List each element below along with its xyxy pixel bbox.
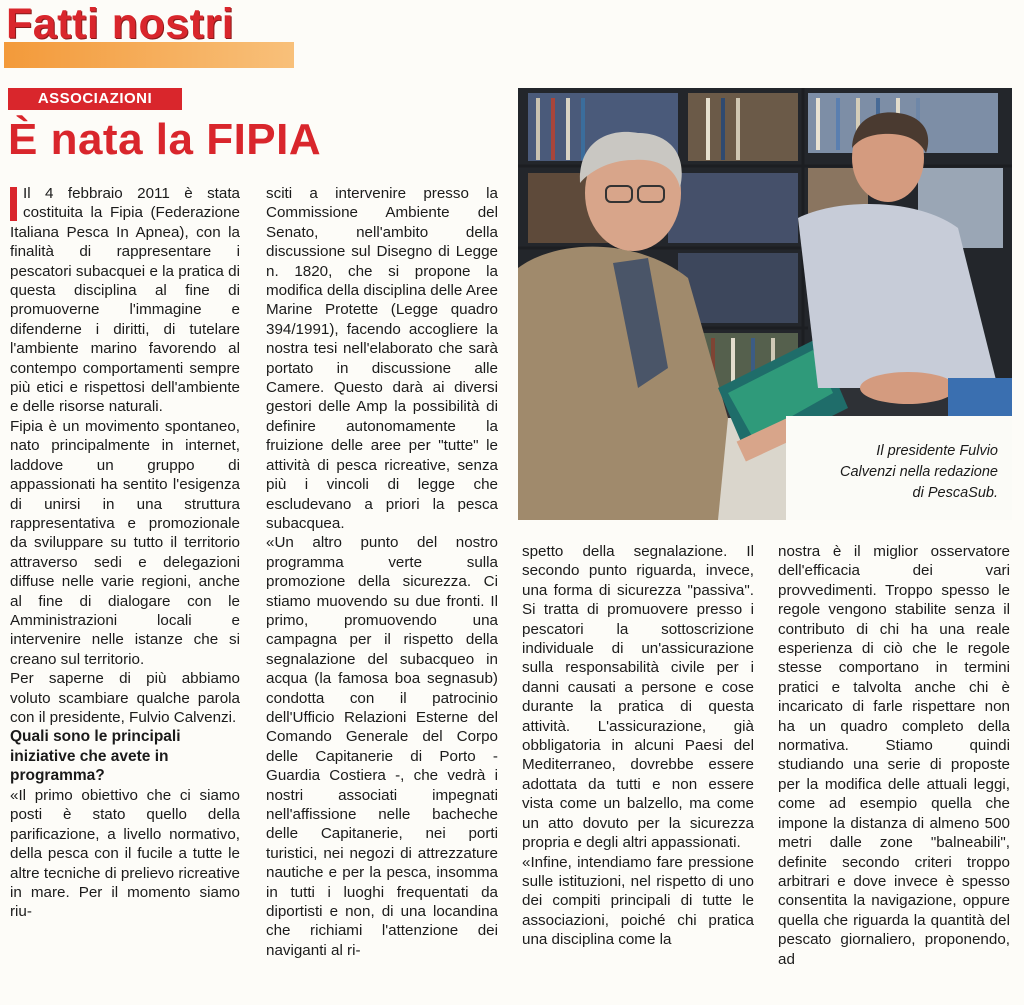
article-column-1 (10, 184, 240, 922)
article-paragraph: nostra è il miglior osservatore dell'efficacia dei vari provvedimenti. Troppo spesso le regole vengono stabilite senza il contributo di chi ha una reale esperienza di ciò che le regole stesse comportano in termini pratici e talvolta anche chi è incaricato di farle rispettare non ha un quadro completo della normativa. Stiamo quindi studiando una serie di proposte per la modifica delle attuali leggi, come ad esempio quella che impone la distanza di almeno 500 metri dalle zone "balneabili", definite secondo criteri troppo arbitrari e dove invece è spesso consentita la navigazione, oppure quella che riguarda la quantità del pescato giornaliero, proponendo, ad (778, 543, 1010, 968)
article-column-3 (522, 542, 754, 950)
caption-line: di PescaSub. (912, 485, 998, 501)
caption-line: Calvenzi nella redazione (840, 464, 998, 480)
photo-caption (793, 441, 998, 504)
article-paragraph: «Infine, intendiamo fare pressione sulle istituzioni, nel rispetto di uno dei compiti principali di tutte le associazioni, poiché chi pratica una disciplina come la (522, 853, 754, 949)
dropcap-marker (10, 187, 17, 221)
article-paragraph: sciti a intervenire presso la Commissione Ambiente del Senato, nell'ambito della discussione sul Disegno di Legge n. 1820, che si propone la modifica della disciplina delle Aree Marine Protette (Legge quadro 394/1991), facendo accogliere la nostra tesi nell'elaborato che sarà portato in discussione alle Camere. Questo darà ai diversi gestori delle Amp la possibilità di definire autonomamente la fruizione delle aree per "tutte" le attività di pesca ricreative, senza più i vincoli di legge che escludevano a priori la pesca subacquea. (266, 185, 498, 532)
article-paragraph: Per saperne di più abbiamo voluto scambiare qualche parola con il presidente, Fulvio Calvenzi. (10, 670, 240, 726)
article-paragraph: «Un altro punto del nostro programma verte sulla promozione della sicurezza. Ci stiamo muovendo su due fronti. Il primo, promuovendo una campagna per il rispetto della segnalazione del subacqueo in acqua (la famosa boa segnasub) condotta con il patrocinio dell'Ufficio Relazioni Esterne del Comando Generale del Corpo delle Capitanerie di Porto - Guardia Costiera -, che vedrà i nostri associati impegnati nell'affissione nelle bacheche delle Capitanerie, nei porti turistici, nei negozi di attrezzature nautiche e per la pesca, insomma in tutti i luoghi frequentati da diportisti e non, di una locandina che richiami l'attenzione dei naviganti al ri- (266, 534, 498, 959)
interview-question: Quali sono le principali iniziative che avete in programma? (10, 728, 181, 785)
article-paragraph (10, 184, 240, 417)
article-column-2 (266, 184, 498, 960)
masthead (4, 2, 294, 68)
section-label: ASSOCIAZIONI (8, 88, 182, 110)
article-photo (518, 88, 1012, 520)
article-paragraph: spetto della segnalazione. Il secondo punto riguarda, invece, una forma di sicurezza "passiva". Si tratta di promuovere presso i pescatori la sottoscrizione individuale di un'assicurazione sulla responsabilità civile per i danni causati a persone e cose durante la pratica di questa attività. L'assicurazione, già obbligatoria in alcuni Paesi del Mediterraneo, dovrebbe essere adottata da tutti e non essere vista come un balzello, ma come un atto dovuto per la sicurezza propria e degli altri appassionati. (522, 543, 754, 852)
article-paragraph: Fipia è un movimento spontaneo, nato principalmente in internet, laddove un gruppo di appassionati ha sentito l'esigenza di unirsi in una struttura rappresentativa e promozionale da sviluppare su tutto il territorio attraverso sedi e delegazioni diffuse nelle varie regioni, anche al fine di dialogare con le Amministrazioni locali e intervenire nelle istanze che si creano sul territorio. (10, 417, 240, 668)
caption-line: Il presidente Fulvio (876, 443, 998, 459)
article-paragraph: «Il primo obiettivo che ci siamo posti è stato quello della parificazione, a livello normativo, della pesca con il fucile a tutte le altre tecniche di prelievo ricreative in mare. Per il momento siamo riu- (10, 786, 240, 921)
masthead-title: Fatti nostri (6, 0, 235, 48)
paragraph-text: Il 4 febbraio 2011 è stata costituita la Fipia (Federazione Italiana Pesca In Apnea), con la finalità di rappresentare i pescatori subacquei e la pratica di questa disciplina al fine di promuoverne l'immagine e difenderne i diritti, di tutelare l'ambiente marino favorendo al contempo comportamenti sempre più etici e rispettosi dell'ambiente e delle risorse naturali. (10, 185, 240, 416)
article-headline: È nata la FIPIA (8, 115, 322, 164)
article-column-4 (778, 542, 1010, 969)
